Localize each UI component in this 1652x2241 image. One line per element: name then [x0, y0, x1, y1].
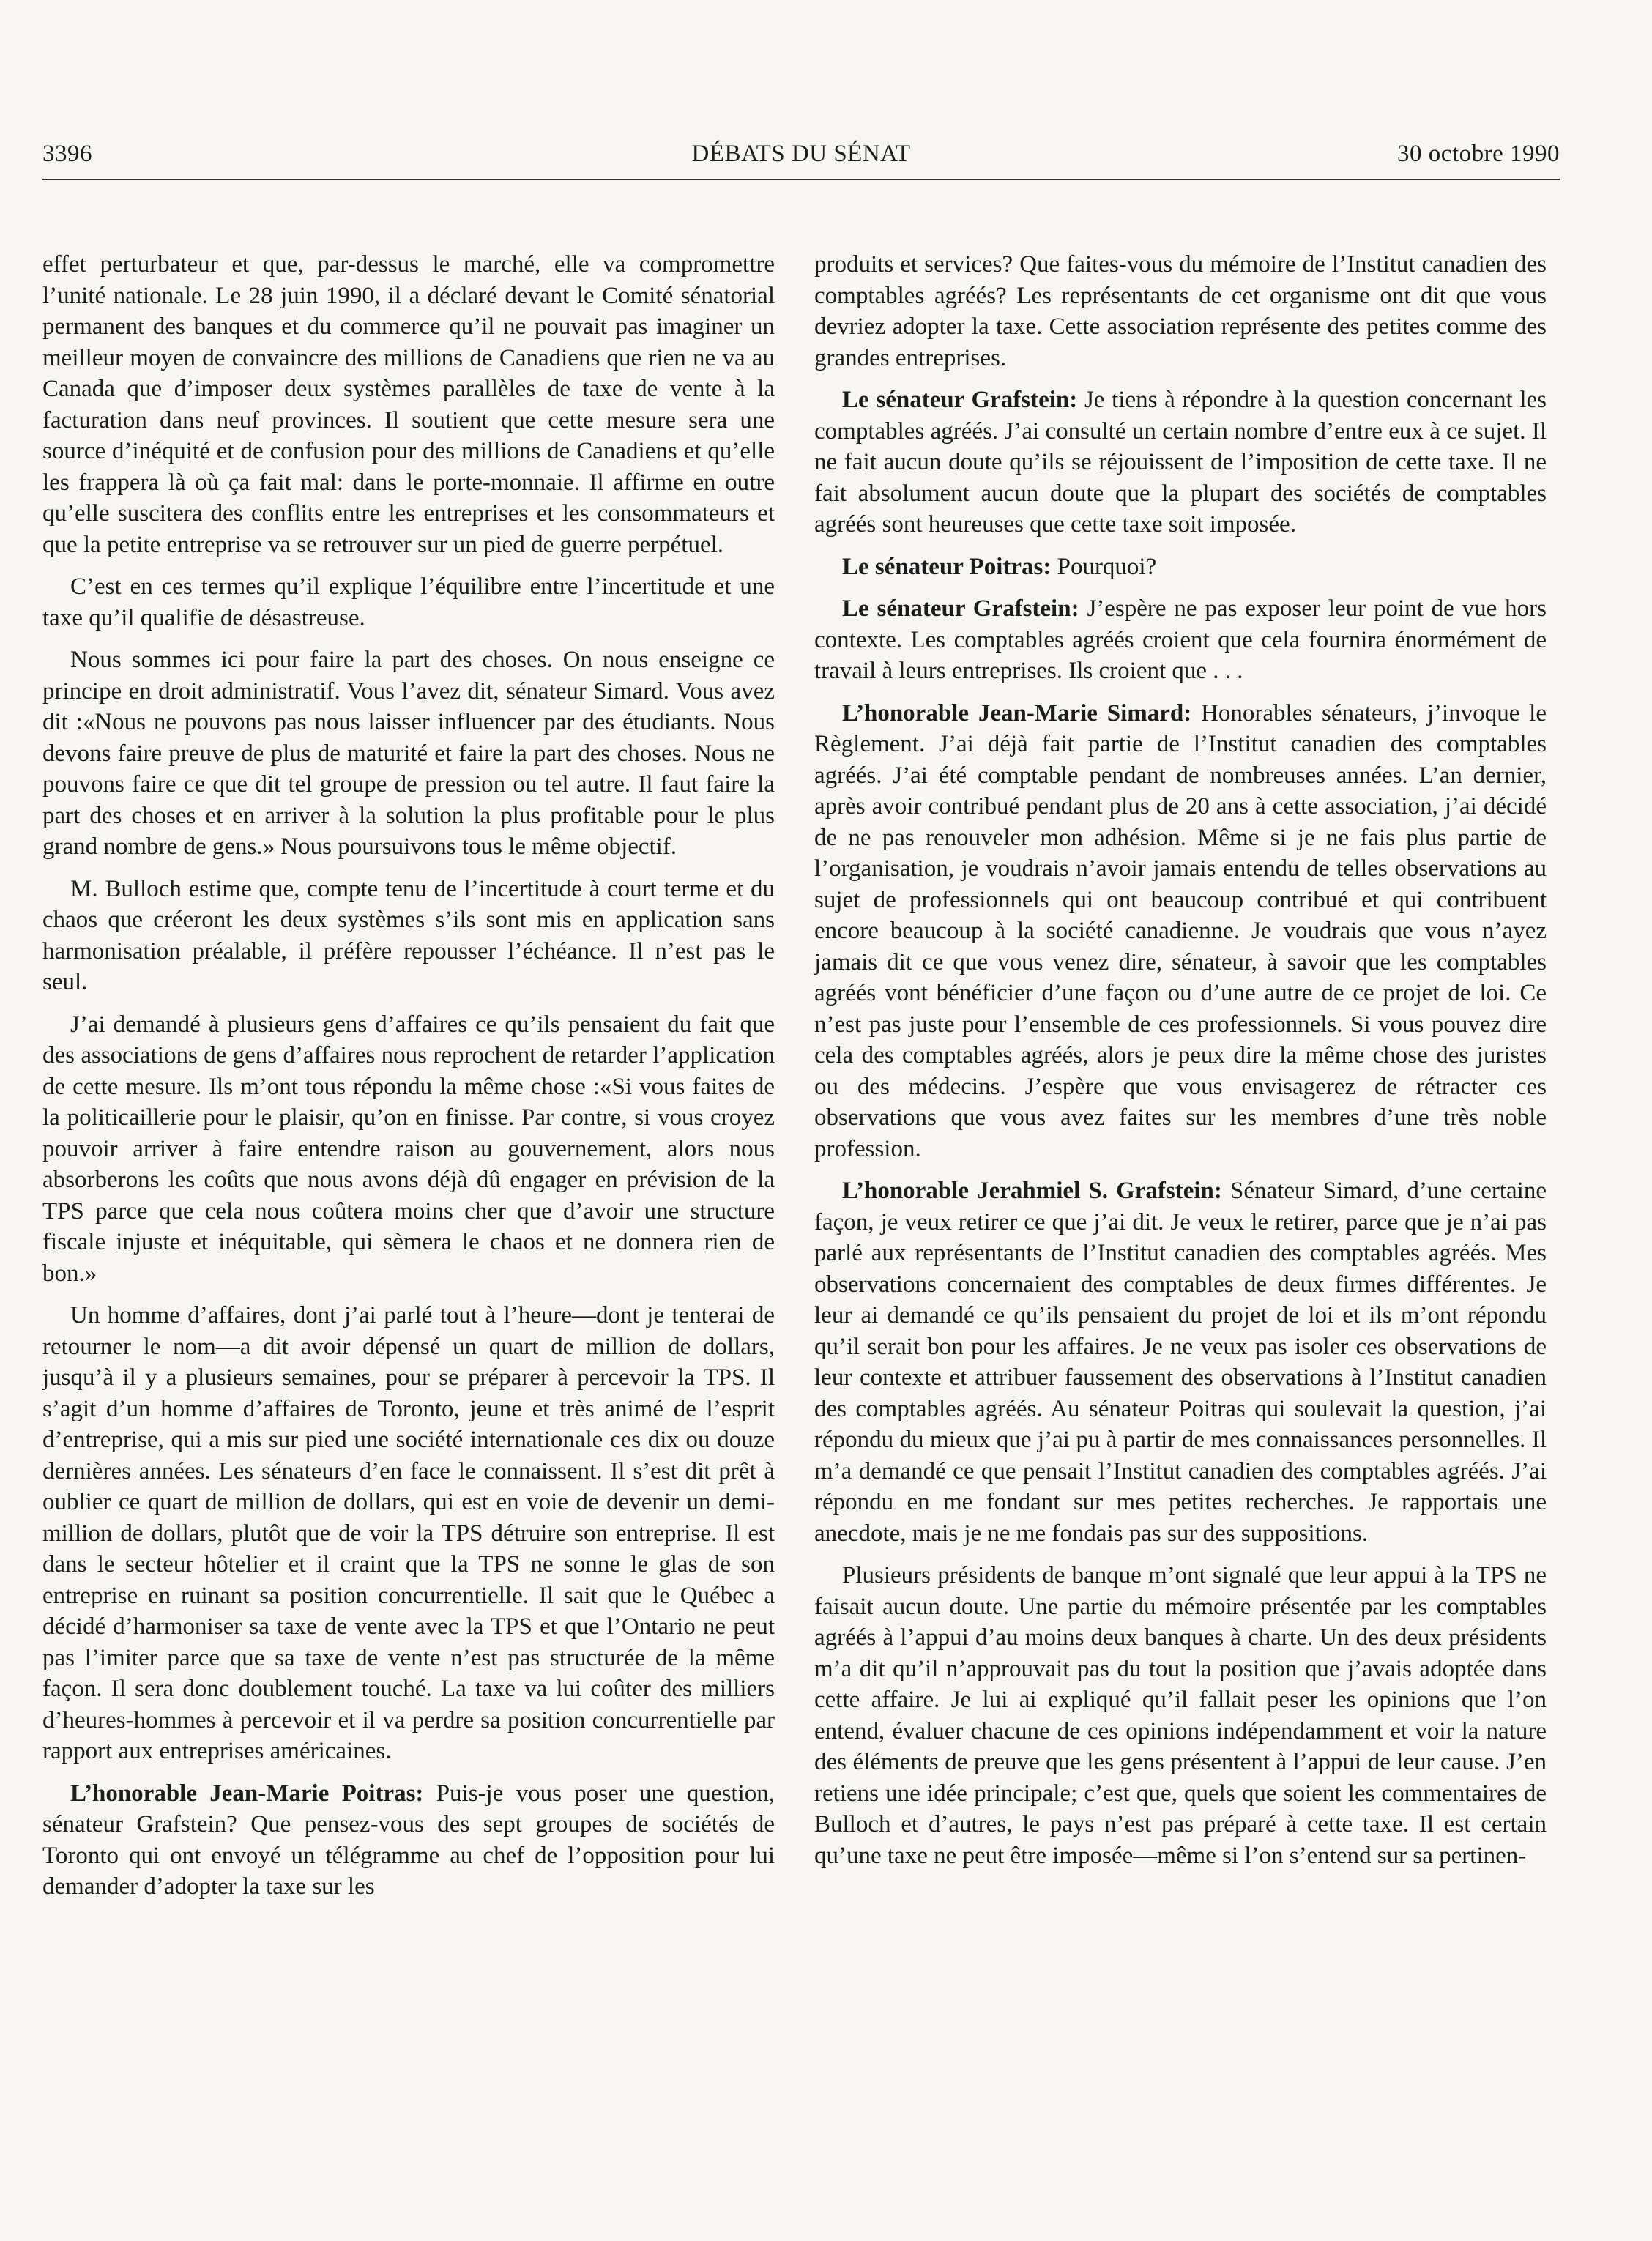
speaker-name: Le sénateur Grafstein: [842, 595, 1079, 622]
paragraph: effet perturbateur et que, par-dessus le marché, elle va compromettre l’unité nationale. Le 28 juin 1990, il a déclaré devant le Comité sénatorial permanent des banques et du commerce qu’il ne pouvait pas imaginer un meilleur moyen de convaincre des millions de Canadiens que rien ne va au Canada que d’imposer deux systèmes parallèles de taxe de vente à la facturation dans neuf provinces. Il soutient que cette mesure sera une source d’inéquité et de confusion pour des millions de Canadiens et qu’elle les frappera là où ça fait mal: dans le porte-monnaie. Il affirme en outre qu’elle suscitera des conflits entre les entreprises et les consommateurs et que la petite entreprise va se retrouver sur un pied de guerre perpétuel. [42, 251, 775, 558]
publication-date: 30 octobre 1990 [1397, 141, 1560, 167]
paragraph: Plusieurs présidents de banque m’ont signalé que leur appui à la TPS ne faisait aucun doute. Une partie du mémoire présentée par les comptables agréés à l’appui d’au moins deux banques à charte. Un des deux présidents m’a dit qu’il n’approuvait pas du tout la position que j’avais adoptée dans cette affaire. Je lui ai expliqué qu’il fallait peser les opinions que l’on entend, évaluer chacune de ces opinions indépendamment et voir la nature des éléments de preuve que les gens présentent à l’appui de leur cause. J’en retiens une idée principale; c’est que, quels que soient les commentaires de Bulloch et d’autres, le pays n’est pas préparé à cette taxe. Il est certain qu’une taxe ne peut être imposée—même si l’on s’entend sur sa pertinen- [814, 1562, 1547, 1869]
paragraph: produits et services? Que faites-vous du mémoire de l’Institut canadien des comptables agréés? Les représentants de cet organisme ont dit que vous devriez adopter la taxe. Cette association représente des petites comme des grandes entreprises. [814, 251, 1547, 371]
speaker-name: Le sénateur Grafstein: [842, 387, 1078, 413]
paragraph: M. Bulloch estime que, compte tenu de l’incertitude à court terme et du chaos que créeront les deux systèmes s’ils sont mis en application sans harmonisation préalable, il préfère repousser l’échéance. Il n’est pas le seul. [42, 875, 775, 995]
paragraph: L’honorable Jean-Marie Simard: Honorables sénateurs, j’invoque le Règlement. J’ai déjà fait partie de l’Institut canadien des comptables agréés. J’ai été comptable pendant de nombreuses années. L’an dernier, après avoir contribué pendant plus de 20 ans à cette association, j’ai décidé de ne pas renouveler mon adhésion. Même si je ne fais plus partie de l’organisation, je voudrais n’avoir jamais entendu de telles observations au sujet de professionnels qui ont beaucoup contribué et qui contribuent encore beaucoup à la société canadienne. Je voudrais que vous n’ayez jamais dit ce que vous venez dire, sénateur, à savoir que les comptables agréés vont bénéficier d’une façon ou d’une autre de ce projet de loi. Ce n’est pas juste pour l’ensemble de ces professionnels. Si vous pouvez dire cela des comptables agréés, alors je peux dire la même chose des juristes ou des médecins. J’espère que vous envisagerez de rétracter ces observations que vous avez faites sur les membres d’une très noble profession. [814, 699, 1547, 1162]
speaker-name: Le sénateur Poitras: [842, 553, 1052, 580]
paragraph: Nous sommes ici pour faire la part des choses. On nous enseigne ce principe en droit administratif. Vous l’avez dit, sénateur Simard. Vous avez dit :«Nous ne pouvons pas nous laisser influencer par des étudiants. Nous devons faire preuve de plus de maturité et faire la part des choses. Nous ne pouvons faire ce que dit tel groupe de pression ou tel autre. Il faut faire la part des choses et en arriver à la solution la plus profitable pour le plus grand nombre de gens.» Nous poursuivons tous le même objectif. [42, 647, 775, 860]
paragraph: Le sénateur Grafstein: J’espère ne pas exposer leur point de vue hors contexte. Les comptables agréés croient que cela fournira énormément de travail à leurs entreprises. Ils croient que . . . [814, 595, 1547, 684]
paragraph: Le sénateur Grafstein: Je tiens à répondre à la question concernant les comptables agréés. J’ai consulté un certain nombre d’entre eux à ce sujet. Il ne fait aucun doute qu’ils se réjouissent de l’imposition de cette taxe. Il ne fait absolument aucun doute que la plupart des sociétés de comptables agréés sont heureuses que cette taxe soit imposée. [814, 387, 1547, 538]
publication-title: DÉBATS DU SÉNAT [691, 141, 911, 167]
paragraph: L’honorable Jean-Marie Poitras: Puis-je vous poser une question, sénateur Grafstein? Que pensez-vous des sept groupes de sociétés de Toronto qui ont envoyé un télégramme au chef de l’opposition pour lui demander d’adopter la taxe sur les [42, 1780, 775, 1900]
speaker-name: L’honorable Jean-Marie Poitras: [70, 1780, 424, 1807]
paragraph: Un homme d’affaires, dont j’ai parlé tout à l’heure—dont je tenterai de retourner le nom—a dit avoir dépensé un quart de million de dollars, jusqu’à il y a plusieurs semaines, pour se préparer à percevoir la TPS. Il s’agit d’un homme d’affaires de Toronto, jeune et très animé de l’esprit d’entreprise, qui a mis sur pied une société internationale ces dix ou douze dernières années. Les sénateurs d’en face le connaissent. Il s’est dit prêt à oublier ce quart de million de dollars, qui est en voie de devenir un demi-million de dollars, plutôt que de voir la TPS détruire son entreprise. Il est dans le secteur hôtelier et il craint que la TPS ne sonne le glas de son entreprise en ruinant sa position concurrentielle. Il sait que le Québec a décidé d’harmoniser sa taxe de vente avec la TPS et que l’Ontario ne peut pas l’imiter parce que sa taxe de vente n’est pas structurée de la même façon. Il sera donc doublement touché. La taxe va lui coûter des milliers d’heures-hommes à percevoir et il va perdre sa position concurrentielle par rapport aux entreprises américaines. [42, 1302, 775, 1764]
page-header [42, 141, 1560, 180]
right-column [814, 249, 1547, 1882]
left-column [42, 249, 775, 1914]
speaker-name: L’honorable Jean-Marie Simard: [842, 699, 1192, 726]
paragraph: L’honorable Jerahmiel S. Grafstein: Sénateur Simard, d’une certaine façon, je veux retirer ce que j’ai dit. Je veux le retirer, parce que je n’ai pas parlé aux représentants de l’Institut canadien des comptables agréés. Mes observations concernaient des comptables de deux firmes différentes. Je leur ai demandé ce qu’ils pensaient du projet de loi et ils m’ont répondu qu’il serait bon pour les affaires. Je ne veux pas isoler ces observations de leur contexte et attribuer faussement des observations à l’Institut canadien des comptables agréés. Au sénateur Poitras qui soulevait la question, j’ai répondu du mieux que j’ai pu à partir de mes connaissances personnelles. Il m’a demandé ce que pensait l’Institut canadien des comptables agréés. J’ai répondu en me fondant sur mes petites recherches. Je rapportais une anecdote, mais je ne me fondais pas sur des suppositions. [814, 1178, 1547, 1547]
paragraph: Le sénateur Poitras: Pourquoi? [842, 553, 1157, 580]
page-number: 3396 [42, 141, 92, 167]
speaker-name: L’honorable Jerahmiel S. Grafstein: [842, 1178, 1222, 1204]
paragraph: C’est en ces termes qu’il explique l’équilibre entre l’incertitude et une taxe qu’il qualifie de désastreuse. [42, 573, 775, 631]
paragraph: J’ai demandé à plusieurs gens d’affaires ce qu’ils pensaient du fait que des associations de gens d’affaires nous reprochent de retarder l’application de cette mesure. Ils m’ont tous répondu la même chose :«Si vous faites de la politicaillerie pour le plaisir, qu’on en finisse. Par contre, si vous croyez pouvoir arriver à faire entendre raison au gouvernement, alors nous absorberons les coûts que nous avons déjà dû engager en prévision de la TPS parce que cela nous coûtera moins cher que d’avoir une structure fiscale injuste et inéquitable, qui sèmera le chaos et ne donnera rien de bon.» [42, 1011, 775, 1287]
